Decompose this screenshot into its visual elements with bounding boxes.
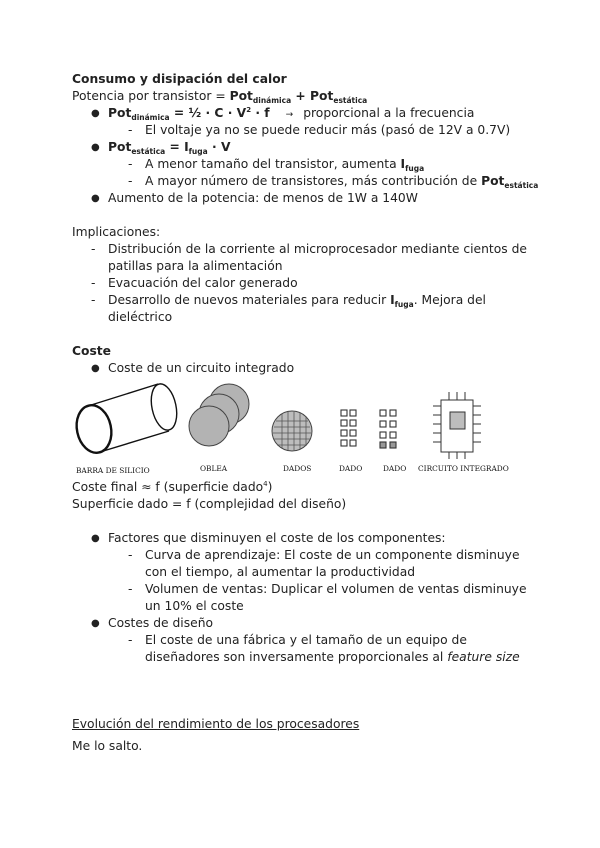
caption-oblea: OBLEA: [200, 464, 228, 473]
dash-icon: -: [91, 293, 96, 307]
impl-item3-line2: dieléctrico: [108, 310, 173, 324]
curva-aprendizaje-line1: Curva de aprendizaje: El coste de un componente disminuye: [145, 548, 520, 562]
costes-diseno-text: Costes de diseño: [108, 616, 214, 630]
evolucion-text: Me lo salto.: [72, 739, 143, 753]
caption-dados: DADOS: [283, 464, 312, 473]
dash-icon: -: [91, 276, 96, 290]
volumen-ventas-line2: un 10% el coste: [145, 599, 244, 613]
evolucion-title: Evolución del rendimiento de los procesadores: [72, 717, 360, 731]
bullet-icon: ●: [91, 193, 100, 204]
volumen-ventas-line1: Volumen de ventas: Duplicar el volumen de ventas disminuye: [145, 582, 527, 596]
dash-icon: -: [128, 123, 133, 137]
bullet-icon: ●: [91, 533, 100, 544]
section-title-coste: Coste: [72, 344, 112, 358]
coste-final-formula: Coste final ≈ f (superficie dado$^4$): [72, 480, 273, 494]
implicaciones-title: Implicaciones:: [72, 225, 161, 239]
diced-wafer-icon: [272, 411, 312, 451]
plus-sign: +: [291, 89, 311, 103]
dash-icon: -: [128, 548, 133, 562]
fabrica-line1: El coste de una fábrica y el tamaño de un equipo de: [145, 633, 467, 647]
dash-icon: -: [91, 242, 96, 256]
dash-icon: -: [128, 582, 133, 596]
dash-icon: -: [128, 633, 133, 647]
integrated-circuit-icon: [433, 392, 481, 459]
fabrica-line2: diseñadores son inversamente proporcionales al feature size: [145, 650, 520, 664]
impl-item2: Evacuación del calor generado: [108, 276, 298, 290]
impl-item3-line1: Desarrollo de nuevos materiales para reducir $I_{fuga}$. Mejora del: [108, 293, 486, 309]
dash-icon: -: [128, 174, 133, 188]
caption-barra: BARRA DE SILICIO: [76, 466, 150, 475]
curva-aprendizaje-line2: con el tiempo, al aumentar la productividad: [145, 565, 416, 579]
dice-pairs-icon: [380, 410, 396, 448]
impl-item1-line1: Distribución de la corriente al microprocesador mediante cientos de: [108, 242, 527, 256]
coste-circuito-text: Coste de un circuito integrado: [108, 361, 295, 375]
pot-dinamica-formula: Pot$_{dinámica}$ = ½ · $C \cdot V^2 \cdot f$ → proporcional a la frecuencia: [108, 106, 475, 122]
section-title-consumo: Consumo y disipación del calor: [72, 72, 287, 86]
wafer-stack-icon: [189, 384, 249, 446]
pot-estatica-formula: $Pot_{estática} = I_{fuga} \cdot V$: [108, 140, 231, 156]
separated-dice-icon: [341, 410, 356, 446]
aumento-potencia-text: Aumento de la potencia: de menos de 1W a 140W: [108, 191, 418, 205]
intro-prefix: Potencia por transistor =: [72, 89, 230, 103]
pot-dinamica: Pot$_{dinámica}$: [229, 89, 292, 105]
impl-item1-line2: patillas para la alimentación: [108, 259, 283, 273]
caption-circuito: CIRCUITO INTEGRADO: [418, 464, 509, 473]
silicon-bar-icon: [72, 382, 180, 456]
mayor-numero-text: A mayor número de transistores, más contribución de Pot$_{estática}$: [145, 174, 539, 190]
caption-dado-1: DADO: [339, 464, 363, 473]
bullet-icon: ●: [91, 618, 100, 629]
bullet-icon: ●: [91, 142, 100, 153]
factores-text: Factores que disminuyen el coste de los componentes:: [108, 531, 446, 545]
menor-tamano-text: A menor tamaño del transistor, aumenta $I_{fuga}$: [145, 157, 425, 173]
arrow-icon: →: [285, 110, 294, 120]
dash-icon: -: [128, 157, 133, 171]
bullet-icon: ●: [91, 108, 100, 119]
pot-estatica: Pot$_{estática}$: [310, 89, 368, 105]
caption-dado-2: DADO: [383, 464, 407, 473]
superficie-dado-formula: Superficie dado = f (complejidad del diseño): [72, 497, 347, 511]
voltaje-text: El voltaje ya no se puede reducir más (pasó de 12V a 0.7V): [145, 123, 511, 137]
bullet-icon: ●: [91, 363, 100, 374]
